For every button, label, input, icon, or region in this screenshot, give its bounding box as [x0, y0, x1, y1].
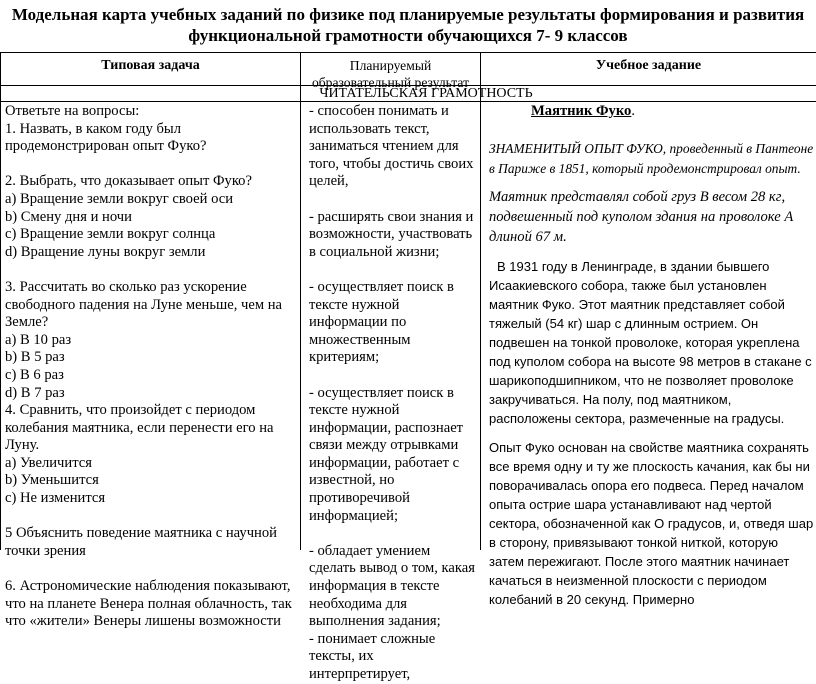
- header-typical-task: Типовая задача: [101, 58, 200, 73]
- table-border-top: [0, 52, 816, 53]
- column-divider-1: [300, 52, 301, 550]
- header-planned-result: Планируемый образовательный результат: [311, 58, 470, 90]
- learning-task-cell: [489, 103, 816, 619]
- column-divider-2: [480, 52, 481, 550]
- results-text: - способен понимать и использовать текст, заниматься чтением для того, чтобы достичь своих целей, - расширять свои знания и возможности, участвовать в социальной жизни; - осуществляет поиск в тексте нужной информации по множественным критериям; - осуществляет поиск в тексте нужной информации, распознает связи между отрывками информации, работает с известной, но противоречивой информацией; - обладает умением сделать вывод о том, какая информация в тексте необходима для выполнения задания; - понимает сложные тексты, их интерпретирует,: [309, 103, 475, 682]
- typical-task-cell: [5, 103, 299, 631]
- page-title: Модельная карта учебных заданий по физике под планируемые результаты формирования и развития функциональной грамотности обучающихся 7- 9 классов: [11, 5, 805, 45]
- table-border-left: [0, 52, 1, 550]
- task-topic: Маятник Фуко.: [531, 103, 636, 119]
- header-learning-task: Учебное задание: [595, 58, 702, 73]
- questions-text: Ответьте на вопросы: 1. Назвать, в каком году был продемонстрирован опыт Фуко? 2. Выбрать, что доказывает опыт Фуко? a) Вращение земли вокруг своей оси b) Смену дня и ночи c) Вращение земли вокруг солнца d) Вращение луны вокруг земли 3. Рассчитать во сколько раз ускорение свободного падения на Луне меньше, чем на Земле? a) В 10 раз b) В 5 раз c) В 6 раз d) В 7 раз 4. Сравнить, что произойдет с периодом колебания маятника, если перенести его на Луну. a) Увеличится b) Уменьшится c) Не изменится 5 Объяснить поведение маятника с научной точки зрения 6. Астрономические наблюдения показывают, что на планете Венера полная облачность, так что «жители» Венеры лишены возможности: [5, 103, 292, 630]
- section-reading-literacy: ЧИТАТЕЛЬСКАЯ ГРАМОТНОСТЬ: [319, 86, 533, 101]
- task-intro: ЗНАМЕНИТЫЙ ОПЫТ ФУКО, проведенный в Пантеоне в Париже в 1851, который продемонстрировал опыт.: [489, 140, 814, 176]
- task-paragraph-2: Опыт Фуко основан на свойстве маятника сохранять все время одну и ту же плоскость качания, как бы ни поворачивалась опора его подвеса. Перед началом опыта острие шара устанавливают над чертой сектора, обозначенной как О градусов, и, отведя шар в сторону, привязывают тонкой ниткой, которую затем пережигают. После этого маятник начинает качаться в неизменной плоскости с периодом колебаний в 20 секунд. Примерно: [489, 439, 814, 607]
- task-paragraph-1: В 1931 году в Ленинграде, в здании бывшего Исаакиевского собора, также был установлен маятник Фуко. Этот маятник представляет собой тяжелый (54 кг) шар с длинным острием. Он подвешен на тонкой проволоке, которая укреплена под куполом собора на высоте 98 метров в стакане с шарикоподшипником, что не позволяет проволоке закручиваться. На полу, под маятником, расположены сектора, размеченные на градусы.: [489, 258, 812, 426]
- task-weight: Маятник представлял собой груз В весом 28 кг, подвешенный под куполом здания на проволоке А длиной 67 м.: [489, 188, 794, 245]
- planned-result-cell: [309, 103, 477, 684]
